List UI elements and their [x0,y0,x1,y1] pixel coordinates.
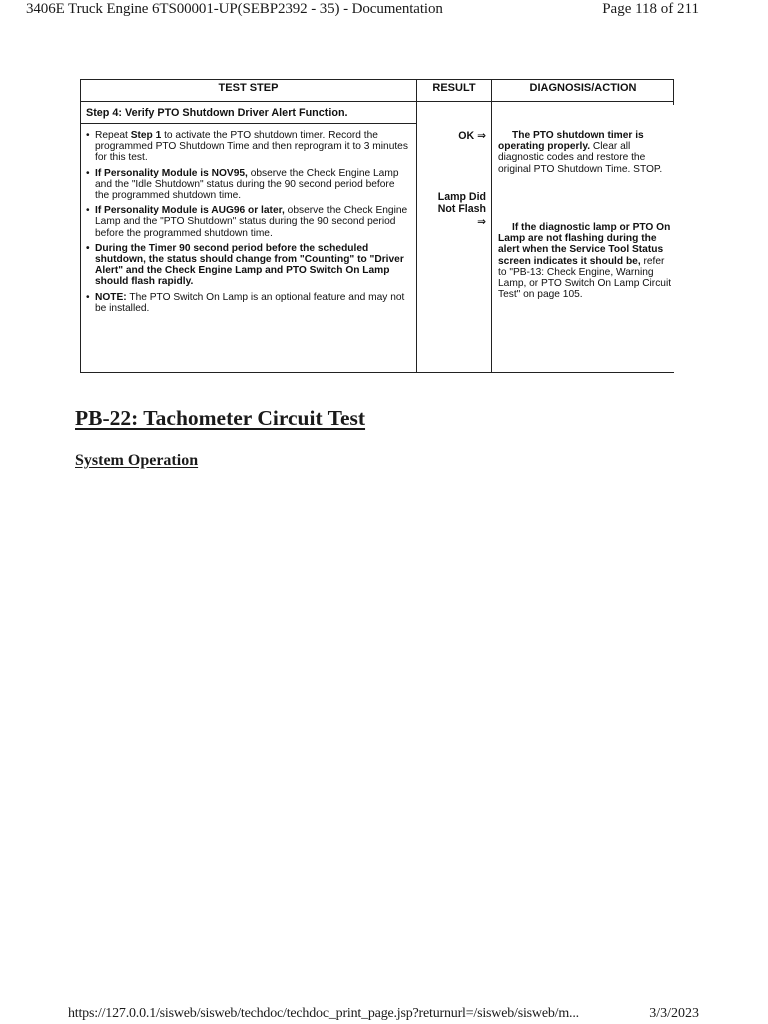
list-item: • NOTE: The PTO Switch On Lamp is an optional feature and may not be installed. [85,292,411,314]
subsection-title: System Operation [75,452,199,469]
table-bottom-border [80,372,674,373]
test-step-column-divider [416,79,417,373]
diagnosis-lamp-did-not-flash: If the diagnostic lamp or PTO On Lamp are not flashing during the alert when the Service Tool Status screen indicates it should be, refer to "PB-13: Check Engine, Warning Lamp, or PTO Switch On Lamp Circuit Test" on page 105. [498,222,672,301]
column-header-diagnosis: DIAGNOSIS/ACTION [529,82,637,94]
page-number: Page 118 of 211 [602,1,699,17]
column-header-test-step: TEST STEP [218,82,279,94]
test-step-list [85,130,411,318]
result-lamp-did-not-flash: Lamp Did Not Flash ⇒ [437,191,486,228]
table-left-border [80,79,81,373]
test-step-table [80,79,674,373]
section-title: PB-22: Tachometer Circuit Test [75,406,366,430]
diagnosis-ok: The PTO shutdown timer is operating properly. Clear all diagnostic codes and restore the original PTO Shutdown Time. STOP. [498,130,663,175]
result-column-divider [491,79,492,373]
table-top-border [80,79,674,80]
list-item: • Repeat Step 1 to activate the PTO shutdown timer. Record the programmed PTO Shutdown Time and then reprogram it to 3 minutes for this test. [85,130,411,164]
column-header-result: RESULT [432,82,476,94]
list-item: • During the Timer 90 second period before the scheduled shutdown, the status should change from "Counting" to "Driver Alert" and the Check Engine Lamp and PTO Switch On Lamp should flash rapidly. [85,243,411,288]
page-url: https://127.0.0.1/sisweb/sisweb/techdoc/techdoc_print_page.jsp?returnurl=/sisweb/sisweb/m... [68,1006,579,1021]
result-ok: OK ⇒ [458,130,486,142]
list-item: • If Personality Module is AUG96 or later, observe the Check Engine Lamp and the "PTO Shutdown" status during the 90 second period before the programmed shutdown time. [85,205,411,239]
table-header-divider [80,101,674,102]
step-title: Step 4: Verify PTO Shutdown Driver Alert Function. [86,107,348,119]
document-title: 3406E Truck Engine 6TS00001-UP(SEBP2392 - 35) - Documentation [26,1,443,17]
print-date: 3/3/2023 [649,1006,699,1021]
list-item: • If Personality Module is NOV95, observe the Check Engine Lamp and the "Idle Shutdown" status during the 90 second period before the programmed shutdown time. [85,168,411,202]
step-title-divider [80,123,417,124]
